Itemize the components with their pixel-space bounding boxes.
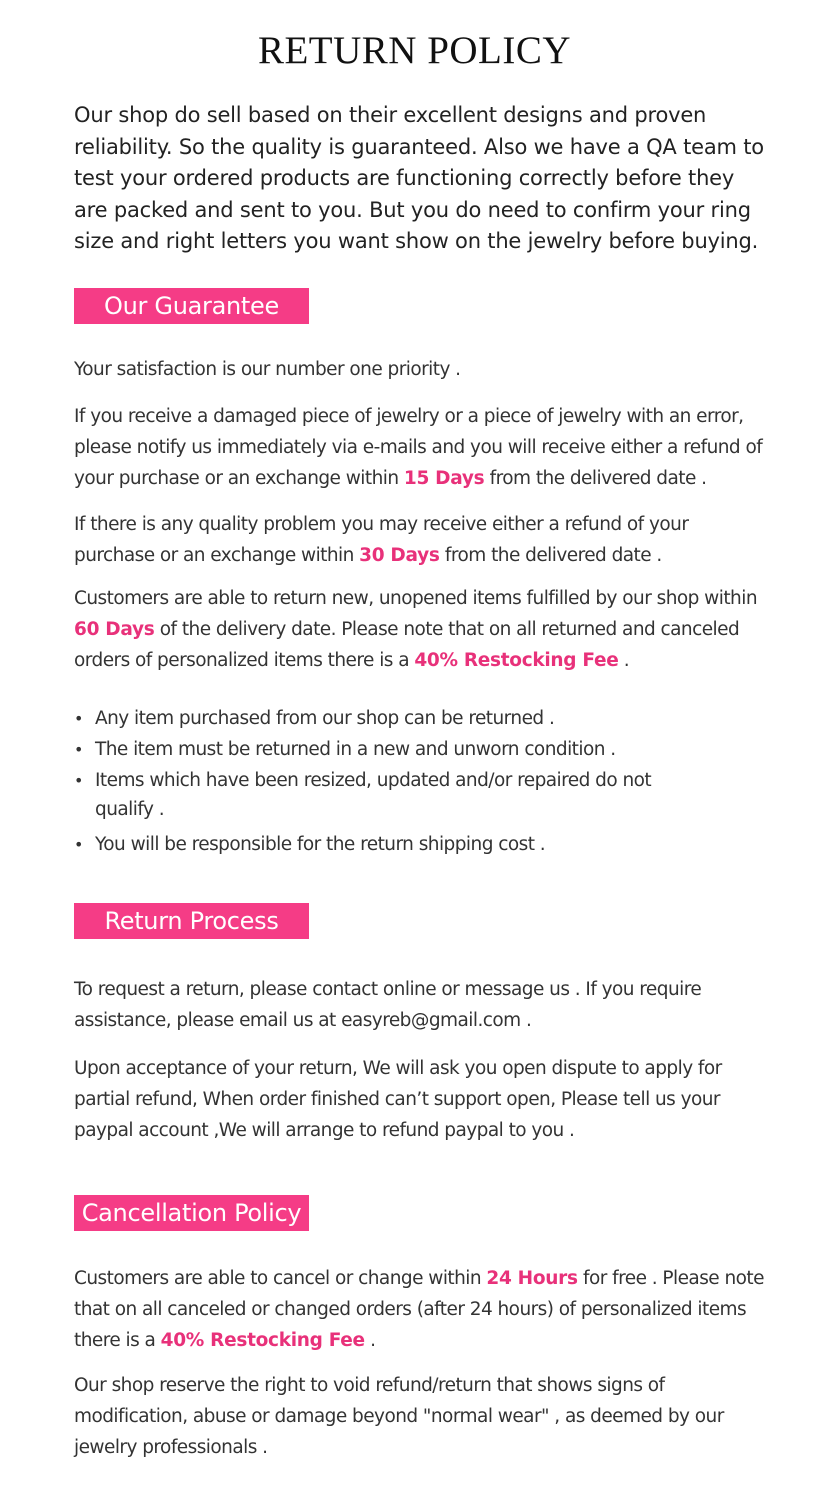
list-item: • The item must be returned in a new and unworn condition . bbox=[74, 735, 774, 764]
intro-paragraph: Our shop do sell based on their excellent designs and proven reliability. So the quality is guaranteed. Also we have a QA team to test your ordered products are functioning correctly before they are packed and sent to you. But you do need to confirm your ring size and right letters you want show on the jewelry before buying. bbox=[74, 103, 764, 253]
guarantee-damaged-text: If you receive a damaged piece of jewelry or a piece of jewelry with an error, please notify us immediately via e-mails and you will receive either a refund of your purchase or an exchange within 15 Days from the delivered date . bbox=[74, 406, 763, 489]
cancellation-window-text: Customers are able to cancel or change within 24 Hours for free . Please note that on all canceled or changed orders (after 24 hours) of personalized items there is a 40% Restocking Fee . bbox=[74, 1268, 764, 1351]
highlight-restocking-fee: 40% Restocking Fee bbox=[160, 1330, 365, 1351]
cancellation-rights-text: Our shop reserve the right to void refund/return that shows signs of modification, abuse or damage beyond "normal wear" , as deemed by our jewelry professionals . bbox=[74, 1375, 724, 1458]
guarantee-heading-banner: Our Guarantee bbox=[74, 288, 309, 324]
bullet-icon: • bbox=[74, 835, 83, 854]
list-item: • You will be responsible for the return shipping cost . bbox=[74, 830, 774, 859]
guarantee-quality-text: If there is any quality problem you may receive either a refund of your purchase or an exchange within 30 Days from the delivered date . bbox=[74, 514, 689, 566]
page-title: RETURN POLICY bbox=[257, 29, 572, 72]
return-process-heading-banner: Return Process bbox=[74, 903, 309, 939]
cancellation-heading-banner: Cancellation Policy bbox=[74, 1195, 309, 1231]
guarantee-return-window-text: Customers are able to return new, unopened items fulfilled by our shop within 60 Days of the delivery date. Please note that on all returned and canceled orders of personalized items there is a 40% Restocking Fee . bbox=[74, 588, 757, 671]
highlight-15-days: 15 Days bbox=[403, 468, 485, 489]
return-request-text: To request a return, please contact online or message us . If you require assistance, please email us at easyreb@gmail.com . bbox=[74, 979, 702, 1031]
return-conditions-list bbox=[74, 704, 774, 861]
bullet-icon: • bbox=[74, 740, 83, 759]
list-item: • Any item purchased from our shop can be returned . bbox=[74, 704, 774, 733]
list-item: • Items which have been resized, updated and/or repaired do not qualify . bbox=[74, 766, 675, 824]
highlight-30-days: 30 Days bbox=[359, 545, 440, 566]
guarantee-priority-text: Your satisfaction is our number one priority . bbox=[74, 359, 461, 380]
highlight-restocking-fee: 40% Restocking Fee bbox=[414, 650, 619, 671]
highlight-60-days: 60 Days bbox=[74, 619, 155, 640]
bullet-icon: • bbox=[74, 709, 83, 728]
highlight-24-hours: 24 Hours bbox=[486, 1268, 578, 1289]
return-refund-text: Upon acceptance of your return, We will ask you open dispute to apply for partial refund, When order finished can’t support open, Please tell us your paypal account ,We will arrange to refund paypal to you . bbox=[74, 1058, 722, 1141]
bullet-icon: • bbox=[74, 771, 83, 790]
